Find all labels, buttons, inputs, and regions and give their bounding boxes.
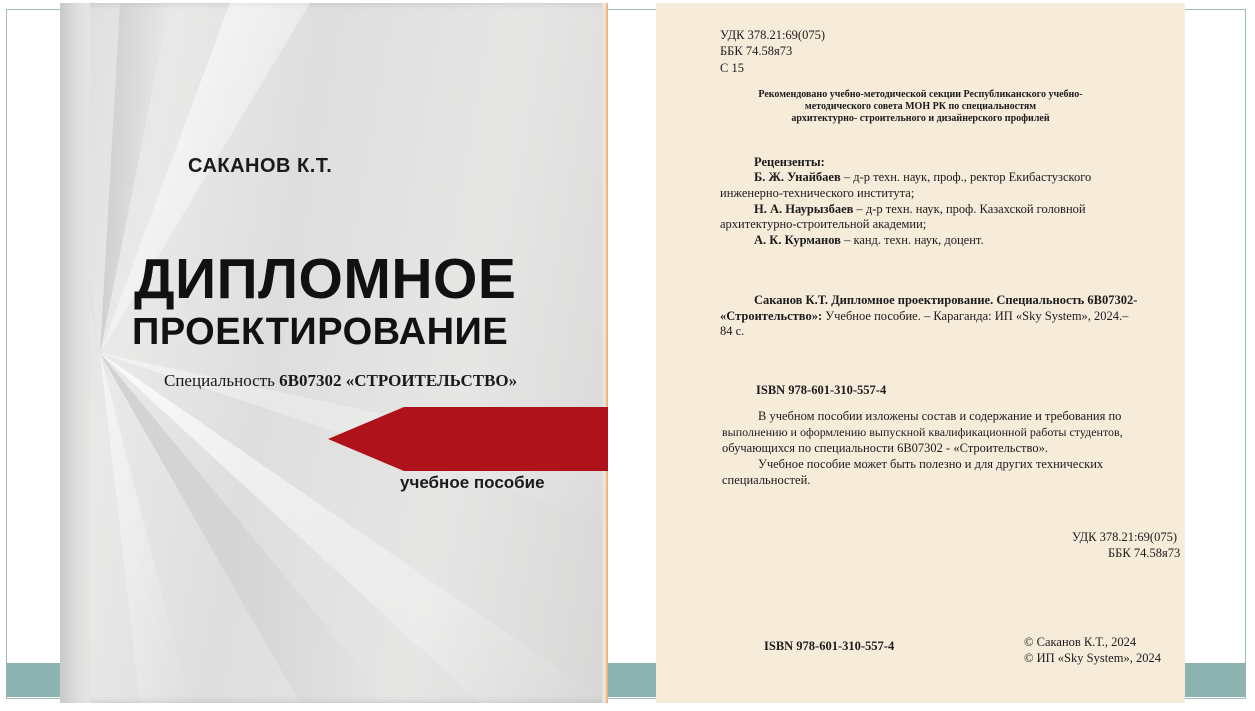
abstract-line-4: Учебное пособие может быть полезно и для других технических: [758, 457, 1104, 471]
reviewer-2-line-1: [754, 202, 1086, 217]
bbk-code: ББК 74.58я73: [720, 44, 793, 58]
recommendation-line-1: Рекомендовано учебно-методической секции Республиканского учебно-: [758, 89, 1083, 100]
reviewer-3-name: А. К. Курманов: [754, 233, 841, 247]
isbn-top: ISBN 978-601-310-557-4: [756, 383, 887, 397]
cover-specialty: [164, 371, 517, 391]
cover-author: САКАНОВ К.Т.: [188, 155, 333, 177]
reviewers-heading: Рецензенты:: [754, 155, 825, 169]
citation-bold-part: «Строительство»:: [720, 309, 823, 323]
abstract-line-2: выполнению и оформлению выпускной квалификационной работы студентов,: [722, 425, 1123, 439]
abstract-line-3: обучающихся по специальности 6В07302 - «Строительство».: [722, 441, 1048, 455]
copyright-author: © Саканов К.Т., 2024: [1024, 635, 1137, 649]
book-cover-image: [60, 3, 608, 703]
reviewer-1-name: Б. Ж. Унайбаев: [754, 170, 841, 184]
citation-line-2: [720, 309, 1128, 324]
recommendation-line-3: архитектурно- строительного и дизайнерского профилей: [791, 113, 1050, 124]
reviewer-2-name: Н. А. Наурызбаев: [754, 202, 854, 216]
author-mark: С 15: [720, 61, 744, 75]
reviewer-1-line-1: [754, 170, 1091, 185]
citation-text-part: Учебное пособие. – Караганда: ИП «Sky System», 2024.–: [822, 309, 1129, 323]
reviewer-2-text-a: – д-р техн. наук, проф. Казахской головной: [853, 202, 1086, 216]
reviewer-1-line-2: инженерно-технического института;: [720, 186, 915, 200]
cover-red-arrow-band: [328, 407, 608, 471]
reviewer-3-text: – канд. техн. наук, доцент.: [840, 233, 984, 247]
cover-specialty-prefix: Специальность: [164, 371, 280, 390]
cover-specialty-code: 6В07302 «СТРОИТЕЛЬСТВО»: [279, 371, 518, 390]
reviewer-1-text-a: – д-р техн. наук, проф., ректор Екибастузского: [840, 170, 1092, 184]
cover-title-line2: ПРОЕКТИРОВАНИЕ: [132, 311, 509, 353]
citation-line-1: Саканов К.Т. Дипломное проектирование. Специальность 6В07302-: [754, 293, 1138, 307]
copyright-publisher: © ИП «Sky System», 2024: [1024, 651, 1161, 665]
cover-spine: [60, 3, 90, 703]
isbn-bottom: ISBN 978-601-310-557-4: [764, 639, 895, 653]
reviewer-2-line-2: архитектурно-строительной академии;: [720, 217, 927, 231]
cover-title-line1: ДИПЛОМНОЕ: [134, 247, 517, 311]
abstract-line-5: специальностей.: [722, 473, 811, 487]
imprint-page-image: [656, 3, 1185, 703]
cover-page-edge: [602, 3, 608, 703]
abstract-line-1: В учебном пособии изложены состав и содержание и требования по: [758, 409, 1122, 423]
recommendation-line-2: методического совета МОН РК по специальностям: [804, 101, 1037, 112]
udk-code-right: УДК 378.21:69(075): [1072, 530, 1177, 544]
cover-subtitle: учебное пособие: [400, 473, 545, 492]
udk-code: УДК 378.21:69(075): [720, 28, 825, 42]
bbk-code-right: ББК 74.58я73: [1108, 546, 1181, 560]
citation-line-3: 84 с.: [720, 324, 745, 338]
reviewer-3-line: [754, 233, 984, 248]
